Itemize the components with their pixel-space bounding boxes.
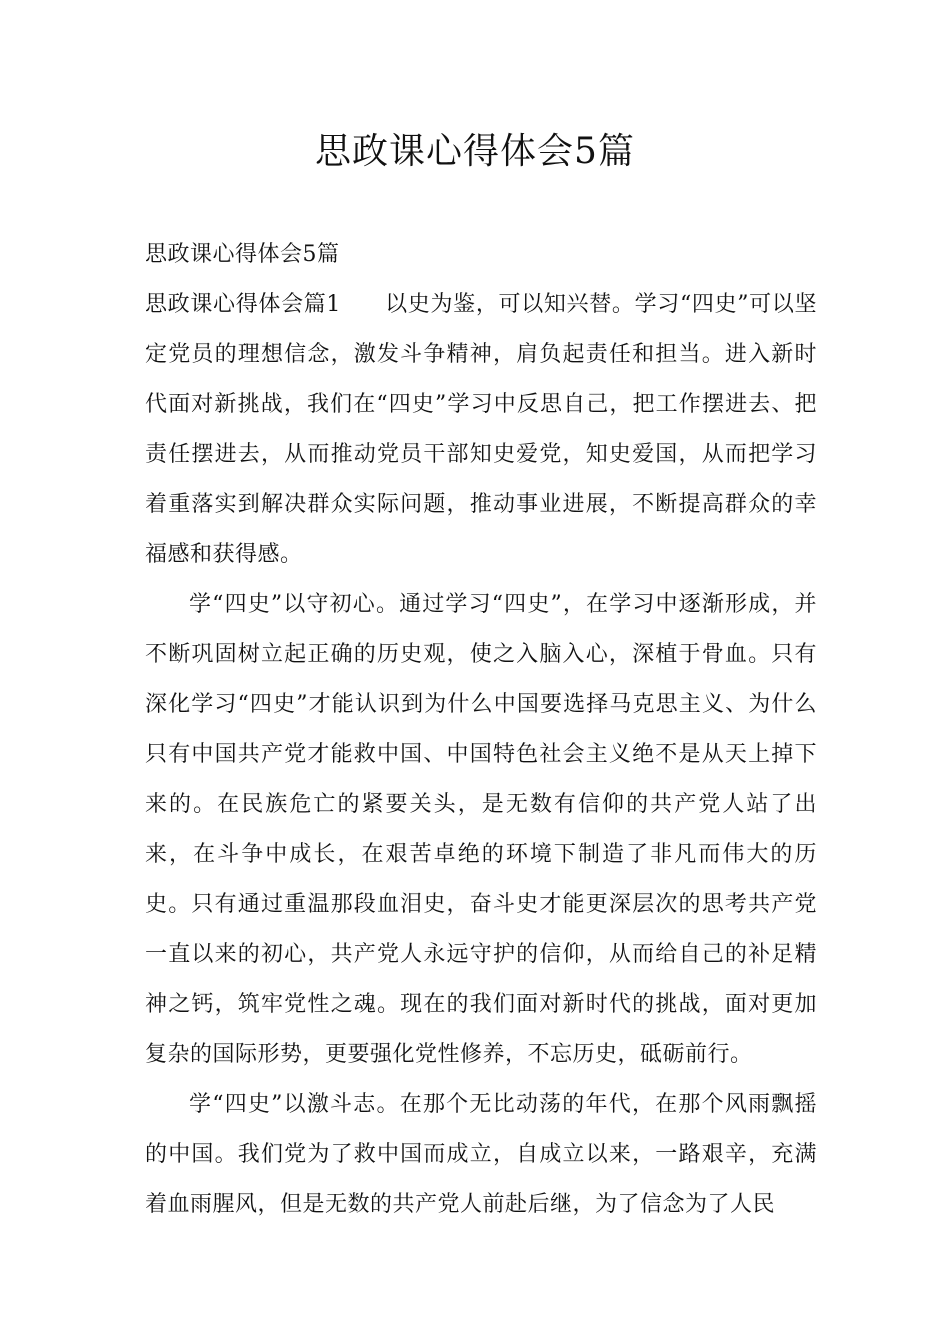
paragraph-3: 学“四史”以激斗志。在那个无比动荡的年代，在那个风雨飘摇的中国。我们党为了救中国而成立，自成立以来，一路艰辛，充满着血雨腥风，但是无数的共产党人前赴后继，为了信念为了人民 <box>145 1092 817 1217</box>
paragraph-1-text: 以史为鉴，可以知兴替。学习“四史”可以坚定党员的理想信念，激发斗争精神，肩负起责任和担当。进入新时代面对新挑战，我们在“四史”学习中反思自己，把工作摆进去、把责任摆进去，从而推动党员干部知史爱党，知史爱国，从而把学习着重落实到解决群众实际问题，推动事业进展，不断提高群众的幸福感和获得感。 <box>145 292 818 567</box>
document-body <box>145 230 817 1230</box>
paragraph-2: 学“四史”以守初心。通过学习“四史”，在学习中逐渐形成，并不断巩固树立起正确的历史观，使之入脑入心，深植于骨血。只有深化学习“四史”才能认识到为什么中国要选择马克思主义、为什么只有中国共产党才能救中国、中国特色社会主义绝不是从天上掉下来的。在民族危亡的紧要关头，是无数有信仰的共产党人站了出来，在斗争中成长，在艰苦卓绝的环境下制造了非凡而伟大的历史。只有通过重温那段血泪史，奋斗史才能更深层次的思考共产党一直以来的初心，共产党人永远守护的信仰，从而给自己的补足精神之钙，筑牢党性之魂。现在的我们面对新时代的挑战，面对更加复杂的国际形势，更要强化党性修养，不忘历史，砥砺前行。 <box>145 592 817 1067</box>
document-title: 思政课心得体会5篇 <box>315 131 635 172</box>
document-subtitle: 思政课心得体会5篇 <box>145 242 340 267</box>
section-label: 思政课心得体会篇1 <box>145 292 341 317</box>
paragraph-1 <box>145 280 817 580</box>
